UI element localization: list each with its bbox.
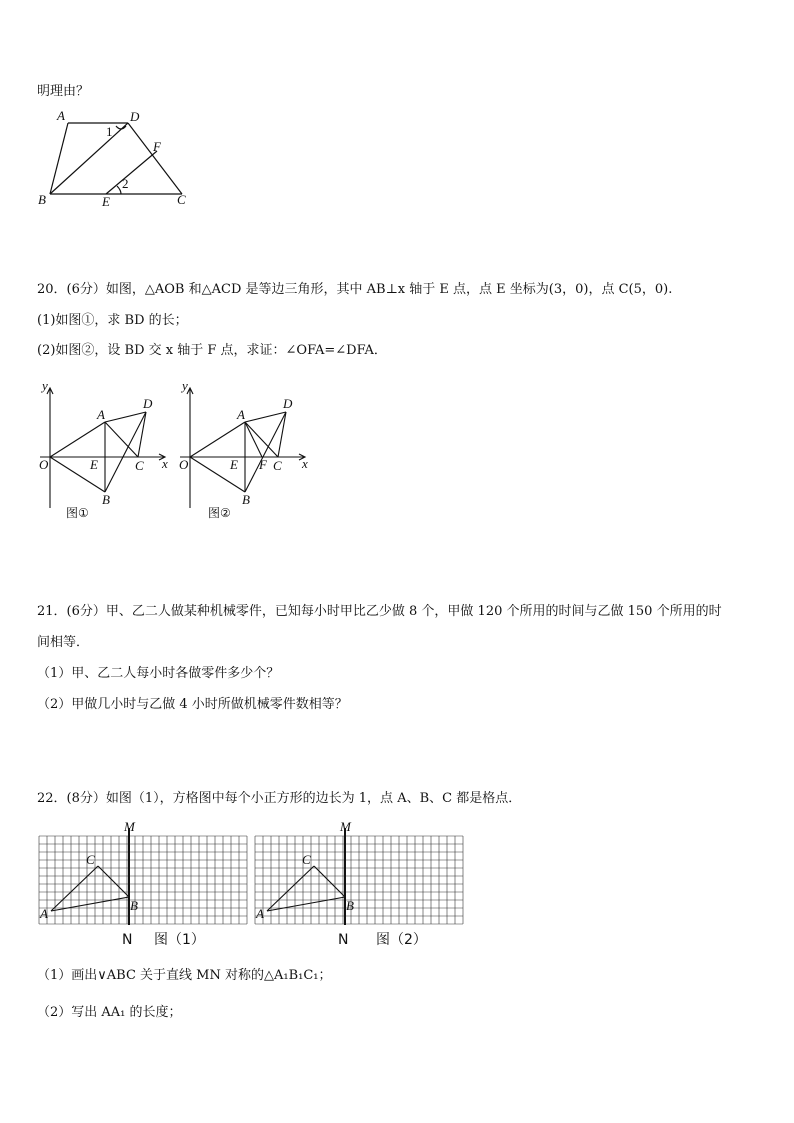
grid1-caption: 图（1） [154,932,205,948]
fig1-label-b: B [102,492,110,507]
fig2-label-a: A [237,407,245,422]
fig2-label-d: D [283,396,293,411]
fig19-angle-1: 1 [106,124,113,139]
fig1-axis-x: x [162,456,168,471]
q21-part2: （2）甲做几小时与乙做 4 小时所做机械零件数相等？ [37,697,348,712]
q22-stem: 22．(8分）如图（1），方格图中每个小正方形的边长为 1，点 A、B、C 都是格点． [37,791,522,806]
fig1-label-e: E [90,457,98,472]
fig2-axis-x: x [302,456,308,471]
fig2-label-b: B [242,492,250,507]
fig1-label-a: A [97,407,105,422]
q22-grid-2 [254,820,464,950]
fig19-label-e: E [102,194,110,209]
q22-grid-1 [38,820,248,950]
q20-part2: (2)如图②，设 BD 交 x 轴于 F 点，求证：∠OFA=∠DFA． [37,343,387,358]
grid1-label-n: N [122,932,133,948]
grid2-caption: 图（2） [376,932,427,948]
q20-figure-2 [140,370,340,530]
grid2-label-c: C [302,852,311,867]
q20-stem: 20．(6分）如图，△AOB 和△ACD 是等边三角形，其中 AB⊥x 轴于 E 点，点 E 坐标为(3，0)，点 C(5，0). [37,282,673,297]
fig2-axis-y: y [182,378,188,393]
grid2-label-b: B [346,898,354,913]
trapezoid-figure [0,0,794,230]
fig19-label-d: D [130,109,140,124]
q21-part1: （1）甲、乙二人每小时各做零件多少个？ [37,666,280,681]
fig19-label-b: B [38,192,46,207]
q21-stem-line2: 间相等． [37,635,90,650]
fig2-label-o: O [179,457,189,472]
grid1-label-b: B [130,898,138,913]
fig19-label-a: A [57,108,65,123]
fig1-label-o: O [39,457,49,472]
grid2-label-a: A [256,906,264,921]
grid1-label-c: C [86,852,95,867]
fig1-label-c: C [135,458,144,473]
grid1-label-m: M [124,819,135,834]
fig2-label-f: F [259,457,267,472]
q20-part1: (1)如图①，求 BD 的长； [37,313,188,328]
fig1-caption: 图① [66,506,89,520]
q19-continuation: 明理由？ [37,84,90,99]
q22-part2: （2）写出 AA₁ 的长度； [37,1005,182,1020]
fig19-label-c: C [177,192,186,207]
grid2-label-n: N [338,932,349,948]
fig2-caption: 图② [208,506,231,520]
fig2-label-e: E [230,457,238,472]
fig19-angle-2: 2 [122,176,129,191]
fig19-label-f: F [153,139,161,154]
fig1-label-d: D [143,396,153,411]
fig2-label-c: C [273,458,282,473]
q21-stem-line1: 21．(6分）甲、乙二人做某种机械零件，已知每小时甲比乙少做 8 个，甲做 120 个所用的时间与乙做 150 个所用的时 [37,604,722,619]
q22-part1: （1）画出∨ABC 关于直线 MN 对称的△A₁B₁C₁； [37,968,332,983]
grid2-label-m: M [340,819,351,834]
fig1-axis-y: y [42,378,48,393]
grid1-label-a: A [40,906,48,921]
